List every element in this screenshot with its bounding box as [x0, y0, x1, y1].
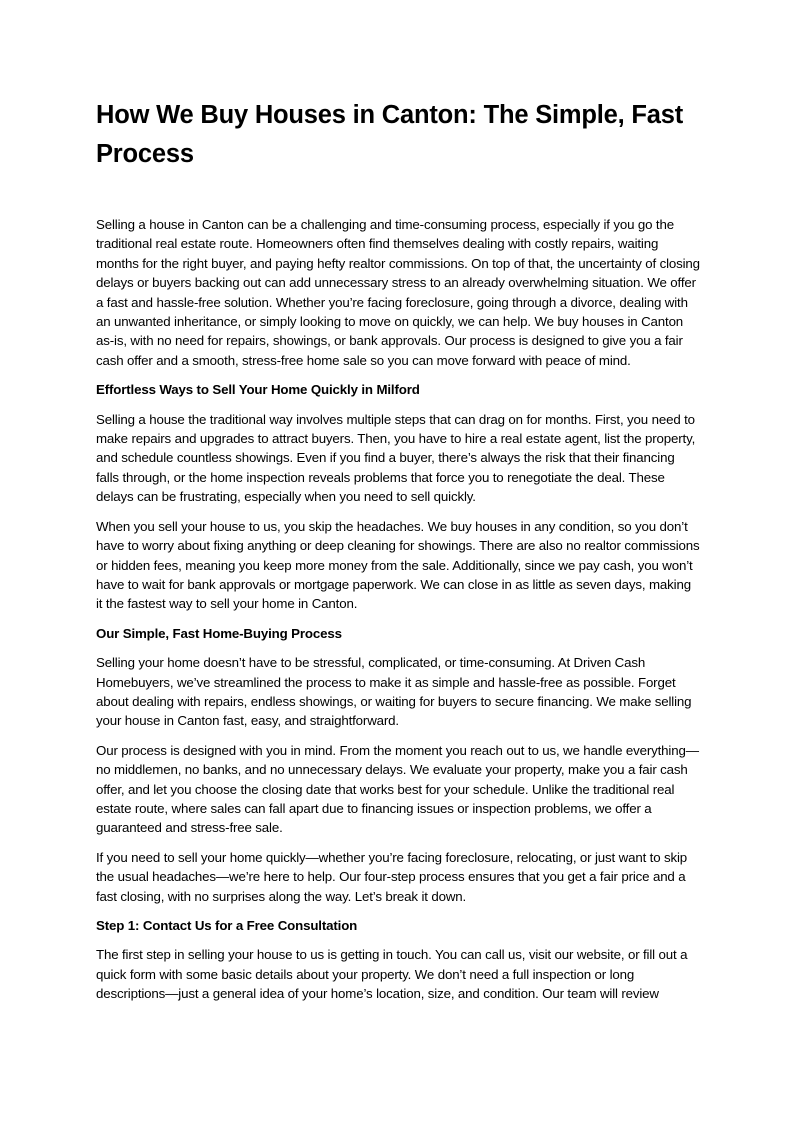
paragraph-traditional-way: Selling a house the traditional way involves multiple steps that can drag on for months. First, you need to make repairs and upgrades to attract buyers. Then, you have to hire a real estate agent, list the property, and schedule countless showings. Even if you find a buyer, there’s always the risk that their financing falls through, or the home inspection reveals problems that force you to renegotiate the deal. These delays can be frustrating, especially when you need to sell quickly. — [96, 411, 696, 505]
paragraph-designed-with-you: Our process is designed with you in mind. From the moment you reach out to us, we handle everything—no middlemen, no banks, and no unnecessary delays. We evaluate your property, make you a fair cash offer, and let you choose the closing date that works best for your schedule. Unlike the traditional real estate route, where sales can fall apart due to financing issues or inspection problems, we offer a guaranteed and stress-free sale. — [96, 742, 699, 836]
section-heading-home-buying-process: Our Simple, Fast Home-Buying Process — [96, 625, 342, 641]
paragraph-sell-quickly: If you need to sell your home quickly—whether you’re facing foreclosure, relocating, or just want to skip the usual headaches—we’re here to help. Our four-step process ensures that you get a fair price and a fast closing, with no surprises along the way. Let’s break it down. — [96, 849, 688, 904]
page-title: How We Buy Houses in Canton: The Simple, Fast Process — [96, 101, 684, 168]
paragraph-not-stressful: Selling your home doesn’t have to be stressful, complicated, or time-consuming. At Driven Cash Homebuyers, we’ve streamlined the process to make it as simple and hassle-free as possible. Forget about dealing with repairs, endless showings, or waiting for buyers to secure financing. We make selling your house in Canton fast, easy, and straightforward. — [96, 655, 692, 729]
intro-paragraph: Selling a house in Canton can be a challenging and time-consuming process, especially if you go the traditional real estate route. Homeowners often find themselves dealing with costly repairs, waiting months for the right buyer, and paying hefty realtor commissions. On top of that, the uncertainty of closing delays or buyers backing out can add unnecessary stress to an already overwhelming situation. We offer a fast and hassle-free solution. Whether you’re facing foreclosure, going through a divorce, dealing with an unwanted inheritance, or simply looking to move on quickly, we can help. We buy houses in Canton as-is, with no need for repairs, showings, or bank approvals. Our process is designed to give you a fair cash offer and a smooth, stress-free home sale so you can move forward with peace of mind. — [96, 217, 700, 368]
section-heading-effortless-ways: Effortless Ways to Sell Your Home Quickly in Milford — [96, 382, 420, 398]
section-heading-step-1: Step 1: Contact Us for a Free Consultation — [96, 918, 358, 933]
paragraph-first-step: The first step in selling your house to us is getting in touch. You can call us, visit our website, or fill out a quick form with some basic details about your property. We don’t need a full inspection or long descriptions—just a general idea of your home’s location, size, and condition. Our team will review — [96, 947, 688, 1002]
paragraph-skip-headaches: When you sell your house to us, you skip the headaches. We buy houses in any condition, so you don’t have to worry about fixing anything or deep cleaning for showings. There are also no realtor commissions or hidden fees, meaning you keep more money from the sale. Additionally, since we pay cash, you won’t have to wait for bank approvals or mortgage paperwork. We can close in as little as seven days, making it the fastest way to sell your home in Canton. — [96, 518, 700, 612]
document-page — [96, 96, 700, 1014]
